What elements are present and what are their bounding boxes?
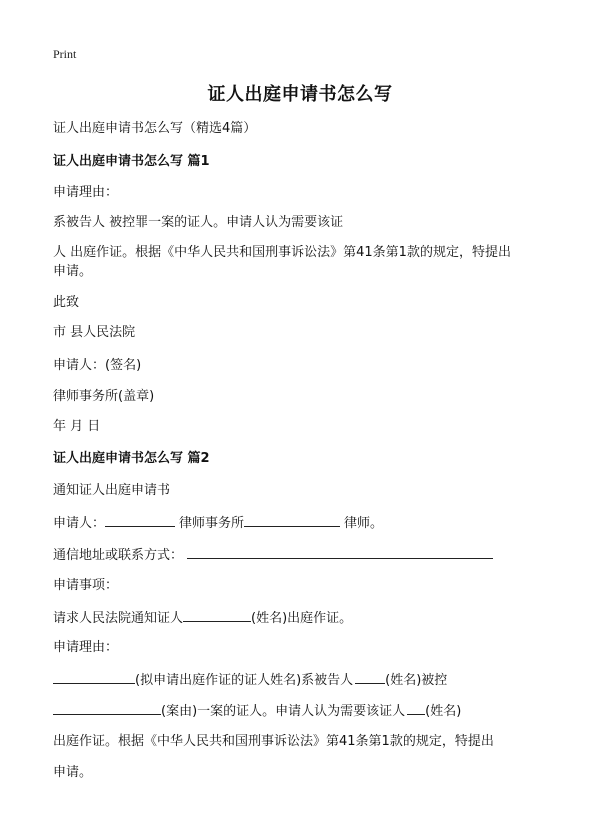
section1-court: 市 县人民法院 — [53, 325, 136, 340]
reason-row-3: 出庭作证。根据《中华人民共和国刑事诉讼法》第41条第1款的规定，特提出 — [53, 734, 494, 749]
section1-law-firm: 律师事务所(盖章) — [53, 389, 155, 404]
applicant-row — [53, 513, 383, 533]
matters-label: 申请事项： — [53, 578, 119, 593]
reason-row-4: 申请。 — [53, 765, 93, 780]
request-post: (姓名)出庭作证。 — [251, 611, 353, 626]
witness-name-blank — [183, 608, 251, 622]
request-pre: 请求人民法院通知证人 — [53, 611, 184, 626]
reason-row-1 — [53, 670, 447, 690]
applicant-blank — [105, 513, 175, 527]
law-firm-blank — [244, 513, 340, 527]
section1-date: 年 月 日 — [53, 419, 101, 434]
section1-applicant-sign: 申请人：(签名) — [53, 358, 142, 373]
subtitle: 证人出庭申请书怎么写（精选4篇） — [53, 121, 257, 136]
applicant-label: 申请人： — [53, 516, 106, 531]
section1-line3: 申请。 — [53, 264, 93, 279]
reason-row-1-b: (姓名)被控 — [385, 673, 448, 688]
section2-reason-label: 申请理由： — [53, 640, 119, 655]
witness-name-blank-2 — [407, 701, 425, 715]
print-label: Print — [53, 47, 77, 61]
section2-heading: 证人出庭申请书怎么写 篇2 — [53, 451, 210, 466]
law-firm-label: 律师事务所 — [179, 516, 245, 531]
request-row — [53, 608, 352, 628]
lawyer-label: 律师。 — [344, 516, 384, 531]
section1-heading: 证人出庭申请书怎么写 篇1 — [53, 154, 210, 169]
witness-blank — [53, 670, 135, 684]
section2-form-title: 通知证人出庭申请书 — [53, 483, 171, 498]
section1-reason-label: 申请理由： — [53, 185, 119, 200]
contact-blank — [187, 545, 493, 559]
reason-row-2 — [53, 701, 461, 721]
reason-row-1-a: (拟申请出庭作证的证人姓名)系被告人 — [135, 673, 354, 688]
case-blank — [53, 701, 161, 715]
section1-line2: 人 出庭作证。根据《中华人民共和国刑事诉讼法》第41条第1款的规定，特提出 — [53, 245, 511, 260]
contact-label: 通信地址或联系方式： — [53, 548, 184, 563]
reason-row-2-a: (案由)一案的证人。申请人认为需要该证人 — [161, 704, 406, 719]
section1-line1: 系被告人 被控罪一案的证人。申请人认为需要该证 — [53, 215, 344, 230]
reason-row-2-b: (姓名) — [425, 704, 462, 719]
page-title: 证人出庭申请书怎么写 — [207, 84, 393, 105]
section1-to: 此致 — [53, 295, 80, 310]
contact-row — [53, 545, 493, 565]
defendant-blank — [355, 670, 385, 684]
